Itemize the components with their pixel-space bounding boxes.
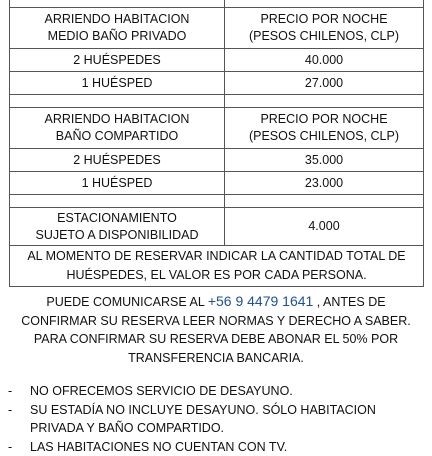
section2-room-type-line2: BAÑO COMPARTIDO [56,129,178,143]
guests-cell: 1 HUÉSPED [10,72,225,95]
list-item [8,401,428,438]
contact-text-after-phone: , ANTES DE [313,295,385,309]
guest-note-row [10,246,424,287]
list-item-text: SU ESTADÍA NO INCLUYE DESAYUNO. SÓLO HABITACION [30,403,376,417]
parking-label-line1: ESTACIONAMIENTO [57,211,177,225]
list-item [8,438,428,456]
list-item [8,382,428,401]
section1-room-type-line1: ARRIENDO HABITACION [45,12,190,26]
list-item-text: NO OFRECEMOS SERVICIO DE DESAYUNO. [30,384,293,398]
section2-price-header [225,108,424,149]
price-cell: 27.000 [225,72,424,95]
contact-text-before-phone: PUEDE COMUNICARSE AL [46,295,207,309]
section2-price-header-line2: (PESOS CHILENOS, CLP) [249,129,399,143]
section1-header-row [10,8,424,49]
guest-note-line1: AL MOMENTO DE RESERVAR INDICAR LA CANTIDAD TOTAL DE [27,249,405,263]
guests-cell: 1 HUÉSPED [10,172,225,195]
parking-label-line2: SUJETO A DISPONIBILIDAD [35,228,198,242]
section2-room-type [10,108,225,149]
table-row [10,72,424,95]
section2-header-row [10,108,424,149]
section2-room-type-line1: ARRIENDO HABITACION [45,112,190,126]
policy-list [8,382,428,456]
parking-row [10,208,424,246]
price-cell: 40.000 [225,49,424,72]
table-spacer-row [10,0,424,8]
list-item-text-continued: PRIVADA Y BAÑO COMPARTIDO. [30,421,224,435]
guests-cell: 2 HUÉSPEDES [10,149,225,172]
contact-line4: TRANSFERENCIA BANCARIA. [128,351,304,365]
section1-room-type [10,8,225,49]
price-table [9,0,424,287]
bullet-marker: - [8,438,12,456]
price-cell: 23.000 [225,172,424,195]
bullet-marker: - [8,401,12,420]
parking-price: 4.000 [225,208,424,246]
bullet-marker: - [8,382,12,401]
contact-paragraph [0,292,432,367]
guest-note-line2: HUÉSPEDES, EL VALOR ES POR CADA PERSONA. [66,268,366,282]
section1-room-type-line2: MEDIO BAÑO PRIVADO [48,29,187,43]
contact-line2: CONFIRMAR SU RESERVA LEER NORMAS Y DERECHO A SABER. [21,314,410,328]
parking-label [10,208,225,246]
contact-line3: PARA CONFIRMAR SU RESERVA DEBE ABONAR EL 50% POR [34,332,398,346]
table-row [10,49,424,72]
section1-price-header-line1: PRECIO POR NOCHE [260,12,387,26]
table-row [10,172,424,195]
phone-number: +56 9 4479 1641 [208,293,314,309]
guests-cell: 2 HUÉSPEDES [10,49,225,72]
table-row [10,149,424,172]
section1-price-header [225,8,424,49]
table-spacer-row [10,95,424,108]
guest-note [10,246,424,287]
table-spacer-row [10,195,424,208]
price-cell: 35.000 [225,149,424,172]
section2-price-header-line1: PRECIO POR NOCHE [260,112,387,126]
list-item-text: LAS HABITACIONES NO CUENTAN CON TV. [30,440,287,454]
section1-price-header-line2: (PESOS CHILENOS, CLP) [249,29,399,43]
